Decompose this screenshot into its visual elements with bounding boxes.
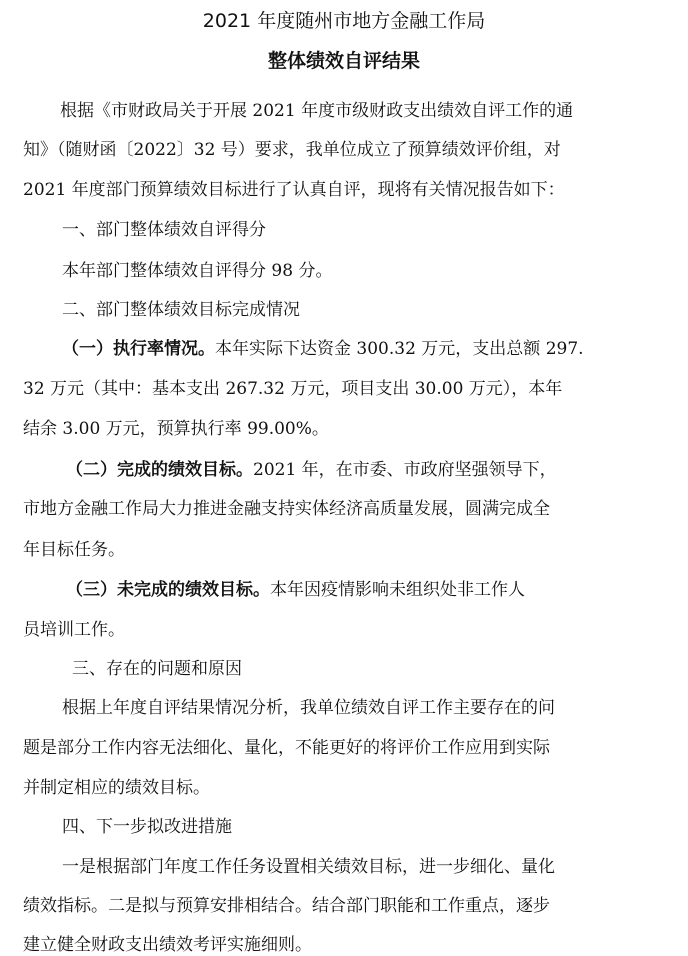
section2-p1-line-3: 结余 3.00 万元，预算执行率 99.00%。 xyxy=(23,419,329,439)
section2-p1-label: （一）执行率情况。 xyxy=(62,339,215,359)
section3-line-3: 并制定相应的绩效目标。 xyxy=(23,778,210,798)
section2-heading: 二、部门整体绩效目标完成情况 xyxy=(62,300,300,320)
section4-line-3: 建立健全财政支出绩效考评实施细则。 xyxy=(23,935,312,955)
section1-heading: 一、部门整体绩效自评得分 xyxy=(62,220,266,240)
section2-p3-text: 本年因疫情影响未组织处非工作人 xyxy=(270,580,525,600)
intro-line-3: 2021 年度部门预算绩效目标进行了认真自评，现将有关情况报告如下： xyxy=(23,180,565,200)
section2-p1-text: 本年实际下达资金 300.32 万元，支出总额 297. xyxy=(215,339,584,359)
section2-p2-line-3: 年目标任务。 xyxy=(23,540,125,560)
section4-line-2: 绩效指标。二是拟与预算安排相结合。结合部门职能和工作重点，逐步 xyxy=(23,896,550,916)
section2-p2-line-2: 市地方金融工作局大力推进金融支持实体经济高质量发展，圆满完成全 xyxy=(23,499,550,519)
section3-line-2: 题是部分工作内容无法细化、量化，不能更好的将评价工作应用到实际 xyxy=(23,738,550,758)
section4-heading: 四、下一步拟改进措施 xyxy=(62,817,232,837)
document-subtitle: 整体绩效自评结果 xyxy=(267,50,420,72)
intro-line-2: 知》（随财函〔2022〕32 号）要求，我单位成立了预算绩效评价组，对 xyxy=(23,140,561,160)
section2-p1-line-2: 32 万元（其中：基本支出 267.32 万元，项目支出 30.00 万元），本年 xyxy=(23,379,563,399)
section2-p3-line-1 xyxy=(66,575,525,600)
section4-line-1: 一是根据部门年度工作任务设置相关绩效目标，进一步细化、量化 xyxy=(62,857,555,877)
section2-p1-line-1 xyxy=(62,334,584,359)
section3-line-1: 根据上年度自评结果情况分析，我单位绩效自评工作主要存在的问 xyxy=(62,698,555,718)
section2-p2-label: （二）完成的绩效目标。 xyxy=(66,460,253,480)
intro-line-1: 根据《市财政局关于开展 2021 年度市级财政支出绩效自评工作的通 xyxy=(60,101,574,121)
document-title: 2021 年度随州市地方金融工作局 xyxy=(202,10,486,32)
section3-heading: 三、存在的问题和原因 xyxy=(72,659,242,679)
section2-p2-line-1 xyxy=(66,455,557,480)
section2-p3-label: （三）未完成的绩效目标。 xyxy=(66,580,270,600)
section2-p2-text: 2021 年，在市委、市政府坚强领导下， xyxy=(253,460,557,480)
section2-p3-line-2: 员培训工作。 xyxy=(23,620,125,640)
section1-text: 本年部门整体绩效自评得分 98 分。 xyxy=(62,261,333,281)
